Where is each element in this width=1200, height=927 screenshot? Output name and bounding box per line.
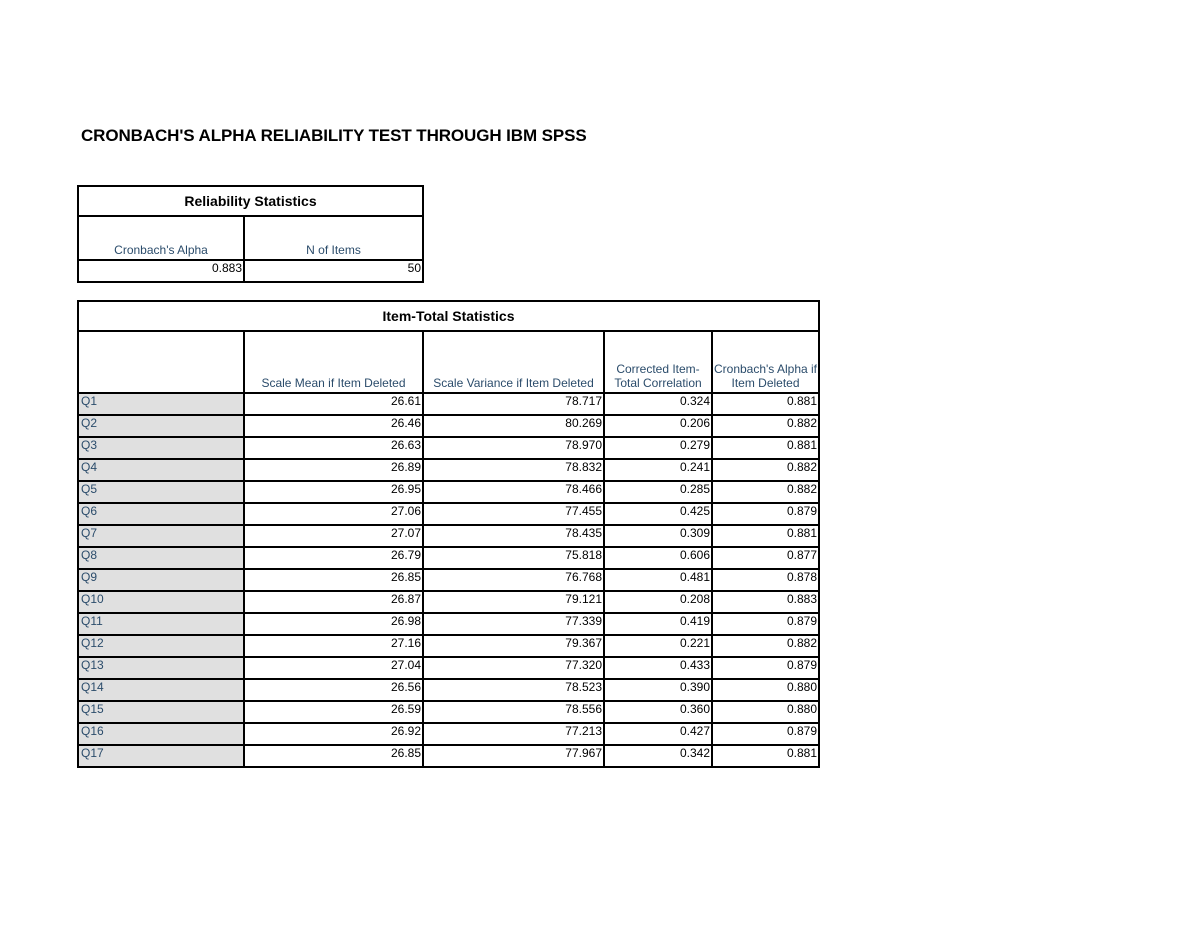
item-label: Q1 [78, 393, 244, 415]
item-label: Q4 [78, 459, 244, 481]
alpha-if-deleted-value: 0.882 [712, 415, 819, 437]
alpha-if-deleted-value: 0.883 [712, 591, 819, 613]
scale-mean-value: 26.61 [244, 393, 423, 415]
scale-variance-value: 78.466 [423, 481, 604, 503]
scale-mean-value: 26.95 [244, 481, 423, 503]
corrected-correlation-value: 0.342 [604, 745, 712, 767]
scale-variance-value: 78.970 [423, 437, 604, 459]
corrected-correlation-value: 0.285 [604, 481, 712, 503]
scale-variance-value: 78.556 [423, 701, 604, 723]
alpha-if-deleted-value: 0.879 [712, 657, 819, 679]
corrected-correlation-value: 0.309 [604, 525, 712, 547]
cronbachs-alpha-header: Cronbach's Alpha [78, 216, 244, 260]
scale-mean-value: 26.98 [244, 613, 423, 635]
corrected-correlation-value: 0.419 [604, 613, 712, 635]
reliability-statistics-table [77, 185, 424, 283]
alpha-if-deleted-value: 0.879 [712, 723, 819, 745]
cronbachs-alpha-value: 0.883 [78, 260, 244, 282]
scale-mean-value: 26.56 [244, 679, 423, 701]
scale-mean-value: 27.16 [244, 635, 423, 657]
alpha-if-deleted-value: 0.880 [712, 701, 819, 723]
corrected-correlation-header: Corrected Item-Total Correlation [604, 331, 712, 393]
scale-variance-value: 80.269 [423, 415, 604, 437]
scale-variance-value: 77.967 [423, 745, 604, 767]
corrected-correlation-value: 0.433 [604, 657, 712, 679]
scale-mean-value: 27.07 [244, 525, 423, 547]
scale-variance-value: 75.818 [423, 547, 604, 569]
alpha-if-deleted-value: 0.878 [712, 569, 819, 591]
row-label-header [78, 331, 244, 393]
item-label: Q6 [78, 503, 244, 525]
table-row [78, 635, 819, 657]
scale-variance-value: 78.832 [423, 459, 604, 481]
scale-mean-value: 26.63 [244, 437, 423, 459]
scale-mean-value: 26.87 [244, 591, 423, 613]
scale-variance-value: 77.455 [423, 503, 604, 525]
table-row [78, 547, 819, 569]
alpha-if-deleted-value: 0.881 [712, 745, 819, 767]
scale-mean-value: 26.85 [244, 569, 423, 591]
reliability-table-title: Reliability Statistics [78, 186, 423, 216]
n-of-items-header: N of Items [244, 216, 423, 260]
corrected-correlation-value: 0.206 [604, 415, 712, 437]
corrected-correlation-value: 0.221 [604, 635, 712, 657]
table-row [78, 503, 819, 525]
table-row [78, 569, 819, 591]
alpha-if-deleted-value: 0.880 [712, 679, 819, 701]
table-row [78, 415, 819, 437]
corrected-correlation-value: 0.279 [604, 437, 712, 459]
scale-variance-value: 78.435 [423, 525, 604, 547]
table-row [78, 657, 819, 679]
scale-mean-value: 27.04 [244, 657, 423, 679]
alpha-if-deleted-value: 0.879 [712, 503, 819, 525]
item-label: Q11 [78, 613, 244, 635]
scale-mean-value: 26.79 [244, 547, 423, 569]
n-of-items-value: 50 [244, 260, 423, 282]
scale-variance-value: 76.768 [423, 569, 604, 591]
table-row [78, 481, 819, 503]
corrected-correlation-value: 0.425 [604, 503, 712, 525]
scale-mean-value: 26.89 [244, 459, 423, 481]
item-label: Q14 [78, 679, 244, 701]
corrected-correlation-value: 0.360 [604, 701, 712, 723]
alpha-if-deleted-value: 0.879 [712, 613, 819, 635]
item-total-table-title: Item-Total Statistics [78, 301, 819, 331]
scale-variance-value: 78.717 [423, 393, 604, 415]
scale-mean-value: 26.92 [244, 723, 423, 745]
table-row [78, 525, 819, 547]
item-label: Q15 [78, 701, 244, 723]
table-row [78, 437, 819, 459]
scale-variance-value: 77.320 [423, 657, 604, 679]
alpha-if-deleted-value: 0.881 [712, 437, 819, 459]
scale-mean-value: 26.85 [244, 745, 423, 767]
item-label: Q2 [78, 415, 244, 437]
item-label: Q5 [78, 481, 244, 503]
alpha-if-deleted-value: 0.881 [712, 393, 819, 415]
alpha-if-deleted-value: 0.882 [712, 459, 819, 481]
alpha-if-deleted-value: 0.881 [712, 525, 819, 547]
corrected-correlation-value: 0.241 [604, 459, 712, 481]
corrected-correlation-value: 0.390 [604, 679, 712, 701]
table-row [78, 679, 819, 701]
item-label: Q16 [78, 723, 244, 745]
alpha-if-deleted-value: 0.882 [712, 635, 819, 657]
scale-variance-value: 77.339 [423, 613, 604, 635]
corrected-correlation-value: 0.208 [604, 591, 712, 613]
table-row [78, 459, 819, 481]
alpha-if-deleted-value: 0.877 [712, 547, 819, 569]
table-row [78, 745, 819, 767]
item-total-statistics-table [77, 300, 820, 768]
scale-variance-header: Scale Variance if Item Deleted [423, 331, 604, 393]
table-row [78, 613, 819, 635]
scale-variance-value: 77.213 [423, 723, 604, 745]
scale-mean-header: Scale Mean if Item Deleted [244, 331, 423, 393]
scale-mean-value: 26.46 [244, 415, 423, 437]
scale-variance-value: 79.121 [423, 591, 604, 613]
corrected-correlation-value: 0.427 [604, 723, 712, 745]
table-row [78, 723, 819, 745]
corrected-correlation-value: 0.606 [604, 547, 712, 569]
table-row [78, 393, 819, 415]
item-label: Q7 [78, 525, 244, 547]
table-row [78, 701, 819, 723]
page-title: CRONBACH'S ALPHA RELIABILITY TEST THROUGH IBM SPSS [81, 126, 587, 145]
alpha-if-deleted-header: Cronbach's Alpha if Item Deleted [712, 331, 819, 393]
scale-variance-value: 78.523 [423, 679, 604, 701]
scale-mean-value: 27.06 [244, 503, 423, 525]
item-label: Q8 [78, 547, 244, 569]
table-row [78, 591, 819, 613]
scale-mean-value: 26.59 [244, 701, 423, 723]
item-label: Q9 [78, 569, 244, 591]
corrected-correlation-value: 0.324 [604, 393, 712, 415]
item-label: Q3 [78, 437, 244, 459]
item-total-body [78, 393, 819, 767]
item-label: Q10 [78, 591, 244, 613]
item-label: Q13 [78, 657, 244, 679]
item-label: Q12 [78, 635, 244, 657]
alpha-if-deleted-value: 0.882 [712, 481, 819, 503]
item-label: Q17 [78, 745, 244, 767]
corrected-correlation-value: 0.481 [604, 569, 712, 591]
scale-variance-value: 79.367 [423, 635, 604, 657]
